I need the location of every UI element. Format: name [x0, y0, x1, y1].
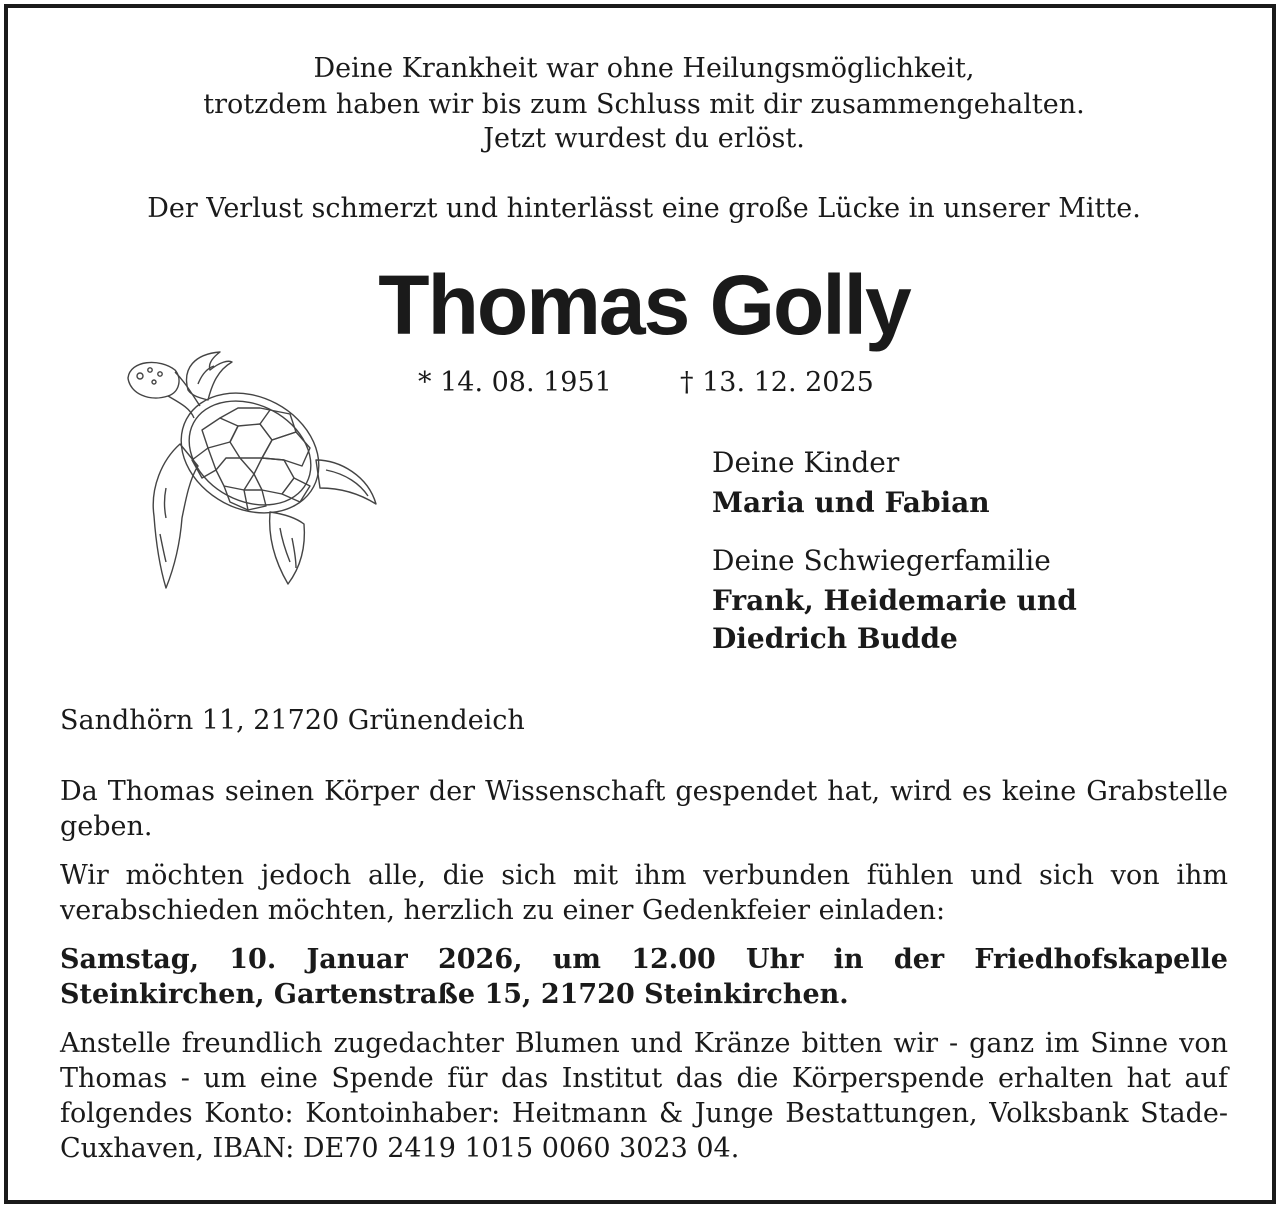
sea-turtle-icon [120, 348, 390, 593]
paragraph-ceremony-details: Samstag, 10. Januar 2026, um 12.00 Uhr in der Friedhofskapelle Steinkirchen, Gartenstraße 15, 21720 Steinkirchen. [60, 944, 1228, 1010]
poem-line-3: Jetzt wurdest du erlöst. [483, 123, 805, 154]
inlaws-names-line-2: Diedrich Budde [712, 622, 958, 655]
poem-line-1: Deine Krankheit war ohne Heilungsmöglichkeit, [313, 53, 975, 84]
paragraph-invitation: Wir möchten jedoch alle, die sich mit ihm verbunden fühlen und sich von ihm verabschieden möchten, herzlich zu einer Gedenkfeier einladen: [60, 860, 1228, 926]
poem-line-2: trotzdem haben wir bis zum Schluss mit dir zusammengehalten. [203, 89, 1085, 120]
paragraph-bank-details: Anstelle freundlich zugedachter Blumen und Kränze bitten wir - ganz im Sinne von Thomas - um eine Spende für das Institut das die Körperspende erhalten hat auf folgendes Konto: Kontoinhaber: Heitmann & Junge Bestattungen, Volksbank Stade-Cuxhaven, IBAN: DE70 2419 1015 0060 3023 04. [60, 1028, 1228, 1164]
children-names: Maria und Fabian [712, 486, 990, 519]
deceased-name: Thomas Golly [378, 258, 910, 352]
paragraph-donation: Da Thomas seinen Körper der Wissenschaft gespendet hat, wird es keine Grabstelle geben. [60, 776, 1228, 842]
obituary-frame [4, 4, 1276, 1204]
inlaws-label: Deine Schwiegerfamilie [712, 544, 1051, 577]
inlaws-names-line-1: Frank, Heidemarie und [712, 584, 1077, 617]
children-label: Deine Kinder [712, 446, 900, 479]
poem-line-4: Der Verlust schmerzt und hinterlässt eine große Lücke in unserer Mitte. [147, 193, 1141, 224]
birth-date: * 14. 08. 1951 [418, 367, 612, 398]
death-date: † 13. 12. 2025 [680, 367, 874, 398]
address: Sandhörn 11, 21720 Grünendeich [60, 705, 525, 736]
